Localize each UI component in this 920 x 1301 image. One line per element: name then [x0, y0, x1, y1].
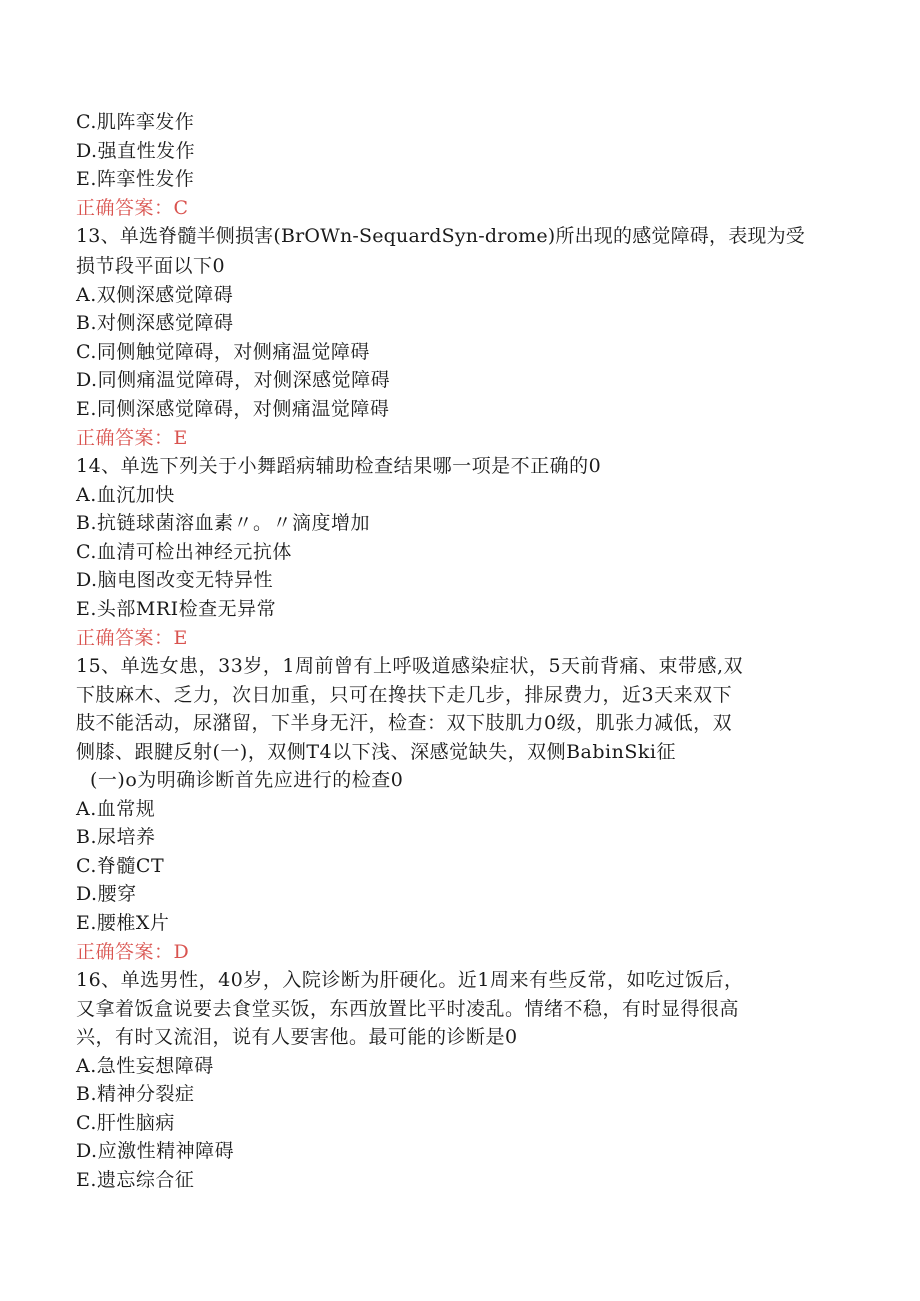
q14-option-c: C.血清可检出神经元抗体 — [76, 541, 292, 563]
q15-stem-line1: 15、单选女患，33岁，1周前曾有上呼吸道感染症状，5天前背痛、束带感,双 — [76, 655, 744, 677]
q16-option-e: E.遗忘综合征 — [76, 1169, 195, 1191]
q13-stem-line2: 损节段平面以下0 — [76, 255, 226, 277]
q13-option-b: B.对侧深感觉障碍 — [76, 312, 234, 334]
q14-answer: 正确答案：E — [76, 627, 188, 649]
q15-option-a: A.血常规 — [76, 798, 156, 820]
q14-option-a: A.血沉加快 — [76, 484, 175, 506]
q12-answer: 正确答案：C — [76, 197, 189, 219]
q15-option-c: C.脊髓CT — [76, 855, 165, 877]
q16-stem-line2: 又拿着饭盒说要去食堂买饭，东西放置比平时凌乱。情绪不稳，有时显得很高 — [76, 998, 740, 1020]
q15-stem-line5: (一)o为明确诊断首先应进行的检查0 — [90, 769, 404, 791]
q15-stem-line2: 下肢麻木、乏力，次日加重，只可在搀扶下走几步，排尿费力，近3天来双下 — [76, 684, 733, 706]
q14-option-e: E.头部MRI检查无异常 — [76, 598, 277, 620]
q16-stem-line1: 16、单选男性，40岁，入院诊断为肝硬化。近1周来有些反常，如吃过饭后， — [76, 969, 744, 991]
q15-stem-line4: 侧膝、跟腱反射(一)，双侧T4以下浅、深感觉缺失，双侧BabinSki征 — [76, 741, 676, 763]
q13-stem-line1: 13、单选脊髓半侧损害(BrOWn-SequardSyn-drome)所出现的感觉障碍，表现为受 — [76, 225, 805, 247]
q15-stem-line3: 肢不能活动，尿潴留，下半身无汗，检查：双下肢肌力0级，肌张力减低，双 — [76, 712, 733, 734]
q15-option-d: D.腰穿 — [76, 883, 137, 905]
q15-answer: 正确答案：D — [76, 941, 190, 963]
q16-option-a: A.急性妄想障碍 — [76, 1055, 214, 1077]
q14-option-b: B.抗链球菌溶血素〃。〃滴度增加 — [76, 512, 371, 534]
q15-option-e: E.腰椎X片 — [76, 912, 170, 934]
q13-answer: 正确答案：E — [76, 427, 188, 449]
q13-option-e: E.同侧深感觉障碍，对侧痛温觉障碍 — [76, 398, 390, 420]
q14-stem: 14、单选下列关于小舞蹈病辅助检查结果哪一项是不正确的0 — [76, 455, 602, 477]
q13-option-c: C.同侧触觉障碍，对侧痛温觉障碍 — [76, 341, 370, 363]
q16-stem-line3: 兴，有时又流泪，说有人要害他。最可能的诊断是0 — [76, 1026, 518, 1048]
q16-option-d: D.应激性精神障碍 — [76, 1140, 235, 1162]
q12-option-c: C.肌阵挛发作 — [76, 111, 195, 133]
q12-option-d: D.强直性发作 — [76, 140, 196, 162]
q14-option-d: D.脑电图改变无特异性 — [76, 569, 274, 591]
q15-option-b: B.尿培养 — [76, 826, 156, 848]
q16-option-c: C.肝性脑病 — [76, 1112, 175, 1134]
q13-option-d: D.同侧痛温觉障碍，对侧深感觉障碍 — [76, 369, 391, 391]
q12-option-e: E.阵挛性发作 — [76, 168, 195, 190]
q16-option-b: B.精神分裂症 — [76, 1083, 195, 1105]
q13-option-a: A.双侧深感觉障碍 — [76, 284, 234, 306]
